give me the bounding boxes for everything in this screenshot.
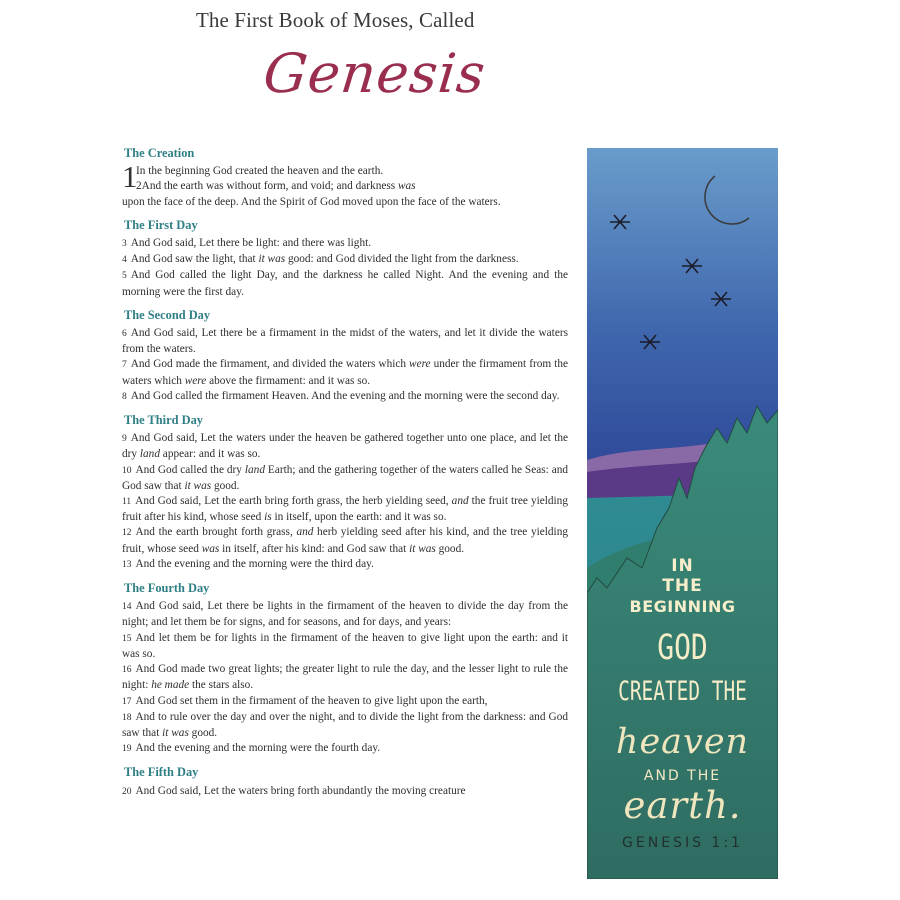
- verse-number: 14: [122, 602, 132, 613]
- verse: [122, 694, 568, 710]
- bookmark-text-heaven: heaven: [615, 722, 750, 762]
- verse-number: 6: [122, 329, 127, 340]
- verse-text: And let them be for lights in the firmament of the heaven to give light upon the earth: and it was so.: [122, 631, 568, 660]
- bookmark: [587, 148, 778, 879]
- verse-text: good.: [211, 479, 240, 492]
- verse: [122, 494, 568, 525]
- bookmark-text-and-the: AND THE: [643, 768, 722, 784]
- verse-number: 18: [122, 712, 132, 723]
- verse-text: And the earth was without form, and void; and darkness: [141, 180, 398, 193]
- verse: [122, 357, 568, 388]
- bookmark-text-the: THE: [662, 576, 703, 596]
- verse-italic: was: [397, 180, 416, 193]
- verse-text: And God said, Let the waters under the heaven be gathered together unto one place, and let the dry: [122, 432, 568, 461]
- verse-text: And to rule over the day and over the night, and to divide the light from the darkness: and God saw that: [122, 710, 568, 739]
- verse: [122, 268, 568, 299]
- verse-text: And God said, Let there be a firmament in the midst of the waters, and let it divide the waters from the waters.: [122, 327, 568, 356]
- section-heading: The Second Day: [124, 307, 211, 322]
- verse: [122, 236, 568, 252]
- verse-italic: were: [184, 374, 207, 387]
- verse-number: 16: [122, 665, 132, 676]
- verse-text: And the evening and the morning were the fourth day.: [135, 742, 381, 755]
- verse-number: 3: [122, 239, 127, 250]
- verse-text: in itself, upon the earth: and it was so.: [271, 511, 447, 524]
- verse: [122, 784, 568, 800]
- verse-italic: was: [201, 542, 220, 555]
- verse-text: upon the face of the deep. And the Spirit of God moved upon the face of the waters.: [122, 195, 501, 208]
- verse: [122, 326, 568, 357]
- verse-text: And God made the firmament, and divided the waters which: [130, 358, 410, 371]
- verse-italic: it was: [184, 479, 212, 492]
- verse-text: And God set them in the firmament of the heaven to give light upon the earth,: [135, 694, 488, 707]
- verse-number: 13: [122, 559, 132, 570]
- verse-text: And God called the light Day, and the darkness he called Night. And the evening and the morning were the first day.: [122, 269, 568, 298]
- verse: [122, 525, 568, 556]
- verse-text: In the beginning God created the heaven and the earth.: [136, 165, 384, 178]
- verse: [122, 741, 568, 757]
- verse-text: above the firmament: and it was so.: [206, 374, 371, 387]
- verse-text: And God called the firmament Heaven. And the evening and the morning were the second day.: [130, 389, 560, 402]
- bookmark-text-created: CREATED THE: [618, 676, 747, 707]
- verse-number: 12: [122, 528, 132, 539]
- verse-text: And the evening and the morning were the third day.: [135, 557, 374, 570]
- verse-number: 2: [136, 180, 142, 193]
- verse-italic: and: [451, 495, 469, 508]
- verse-text: And God called the dry: [135, 463, 245, 476]
- section-heading: The Creation: [124, 146, 195, 160]
- verse-number: 5: [122, 271, 127, 282]
- verse-italic: land: [139, 448, 160, 461]
- book-title: The First Book of Moses, Called: [196, 8, 475, 32]
- bookmark-reference: GENESIS 1:1: [622, 835, 743, 851]
- verse-text: appear: and it was so.: [159, 448, 261, 461]
- verse: [122, 252, 568, 268]
- verse-text: And God said, Let there be lights in the firmament of the heaven to divide the day from the night; and let them be for signs, and for seasons, and for days, and years:: [122, 600, 568, 629]
- verse: [122, 631, 568, 662]
- verse: [122, 389, 568, 405]
- verse-number: 7: [122, 360, 127, 371]
- verse-text: good.: [188, 726, 218, 739]
- verse-italic: it was: [409, 542, 436, 555]
- bookmark-text-beginning: BEGINNING: [629, 597, 736, 616]
- verse-text: in itself, after his kind: and God saw that: [219, 542, 410, 555]
- verse-number: 8: [122, 391, 127, 402]
- verse: [136, 179, 568, 194]
- verse-italic: it was: [258, 253, 286, 266]
- verse: [122, 463, 568, 494]
- verse: [122, 431, 568, 462]
- chapter-number: 1: [122, 159, 138, 195]
- scripture-text: [122, 146, 568, 800]
- verse-italic: it was: [162, 726, 189, 739]
- verse: [122, 662, 568, 693]
- verse-italic: he made: [151, 679, 190, 692]
- bookmark-text-god: GOD: [657, 628, 708, 668]
- verse-number: 17: [122, 696, 132, 707]
- verse-italic: and: [296, 526, 314, 539]
- verse-text: herb yielding seed after his kind, and the tree yielding fruit, whose seed: [122, 526, 568, 555]
- verse-text: good.: [435, 542, 465, 555]
- verse-number: 20: [122, 786, 132, 797]
- verse-text: And God said, Let there be light: and there was light.: [130, 237, 372, 250]
- verse-text: And God made two great lights; the greater light to rule the day, and the lesser light to rule the night:: [122, 663, 568, 692]
- bookmark-text-earth: earth.: [623, 784, 742, 827]
- book-name: Genesis: [260, 42, 489, 105]
- verse-text: And God said, Let the waters bring forth abundantly the moving creature: [135, 784, 466, 797]
- verse-text: Earth; and the gathering together of the waters called he Seas: and God saw that: [122, 463, 569, 492]
- verse-text: the stars also.: [189, 679, 254, 692]
- section-heading: The Fourth Day: [124, 581, 210, 596]
- section-heading: The Fifth Day: [124, 765, 199, 780]
- verse-number: 11: [122, 497, 132, 508]
- verse: [122, 557, 568, 573]
- verse-text: under the firmament from the waters which: [122, 358, 568, 387]
- verse: [122, 599, 568, 630]
- verse-italic: land: [244, 463, 265, 476]
- verse-number: 15: [122, 633, 132, 644]
- verse: [122, 710, 568, 741]
- verse-continuation: [122, 195, 568, 210]
- verse-italic: were: [409, 358, 431, 371]
- bookmark-text-in: IN: [671, 556, 694, 576]
- verse: [122, 159, 568, 195]
- verse-text: And God said, Let the earth bring forth grass, the herb yielding seed,: [135, 495, 452, 508]
- verse-number: 10: [122, 465, 132, 476]
- section-heading: The Third Day: [124, 413, 203, 428]
- verse-number: 4: [122, 255, 127, 266]
- verse-text: the fruit tree yielding fruit after his kind, whose seed: [122, 495, 568, 524]
- verse-number: 9: [122, 434, 127, 445]
- verse-italic: is: [264, 511, 272, 524]
- verse-number: 19: [122, 744, 132, 755]
- verse-text: And the earth brought forth grass,: [135, 526, 297, 539]
- verse-text: good: and God divided the light from the darkness.: [285, 253, 519, 266]
- verse-text: And God saw the light, that: [130, 253, 259, 266]
- section-heading: The First Day: [124, 217, 198, 232]
